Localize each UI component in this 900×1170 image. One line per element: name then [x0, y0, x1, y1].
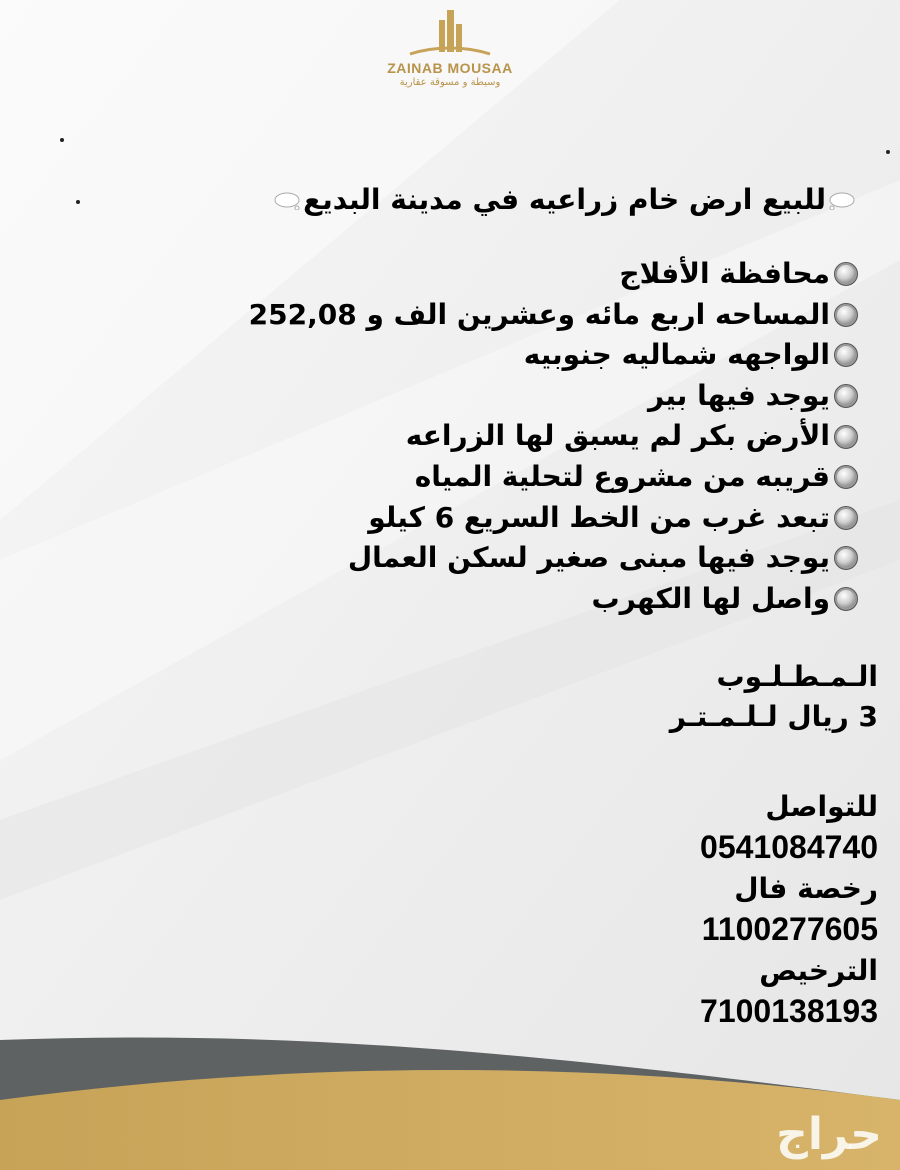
footer-gold-band — [0, 1070, 900, 1170]
decor-dot — [60, 138, 64, 142]
listing-content — [8, 180, 888, 1033]
list-item: تبعد غرب من الخط السريع 6 كيلو — [8, 498, 858, 539]
radio-bullet-icon — [834, 546, 858, 570]
building-logo-icon — [405, 8, 495, 58]
thought-bubble-icon — [273, 190, 301, 210]
list-item: محافظة الأفلاج — [8, 254, 858, 295]
price-label: الـمـطـلـوب — [716, 660, 878, 694]
decor-dot — [886, 150, 890, 154]
radio-bullet-icon — [834, 506, 858, 530]
brand-name: ZAINAB MOUSAA — [387, 60, 513, 76]
contact-label: للتواصل — [765, 790, 878, 824]
haraj-watermark: حراج — [776, 1109, 882, 1160]
headline-text: للبيع ارض خام زراعيه في مدينة البديع — [303, 183, 826, 216]
phone-number[interactable]: 0541084740 — [700, 829, 878, 866]
list-item: يوجد فيها بير — [8, 376, 858, 417]
thought-bubble-icon — [828, 190, 856, 210]
feature-list — [8, 254, 888, 619]
radio-bullet-icon — [834, 343, 858, 367]
license-label: الترخيص — [759, 954, 878, 988]
radio-bullet-icon — [834, 262, 858, 286]
brand-tagline: وسيطة و مسوقة عقارية — [399, 77, 501, 88]
radio-bullet-icon — [834, 384, 858, 408]
radio-bullet-icon — [834, 425, 858, 449]
price-value: 3 ريال لـلـمـتـر — [669, 700, 878, 734]
list-item: قريبه من مشروع لتحلية المياه — [8, 457, 858, 498]
radio-bullet-icon — [834, 465, 858, 489]
brand-logo — [370, 8, 530, 88]
contact-block — [8, 787, 888, 1033]
fal-label: رخصة فال — [734, 872, 878, 906]
list-item: الواجهه شماليه جنوبيه — [8, 335, 858, 376]
radio-bullet-icon — [834, 303, 858, 327]
license-number: 7100138193 — [700, 993, 878, 1030]
price-block — [8, 657, 888, 737]
listing-headline — [8, 180, 888, 220]
fal-number: 1100277605 — [701, 911, 878, 948]
list-item: واصل لها الكهرب — [8, 579, 858, 620]
list-item: الأرض بكر لم يسبق لها الزراعه — [8, 416, 858, 457]
radio-bullet-icon — [834, 587, 858, 611]
list-item: يوجد فيها مبنى صغير لسكن العمال — [8, 538, 858, 579]
list-item: المساحه اربع مائه وعشرين الف و 252,08 — [8, 295, 858, 336]
